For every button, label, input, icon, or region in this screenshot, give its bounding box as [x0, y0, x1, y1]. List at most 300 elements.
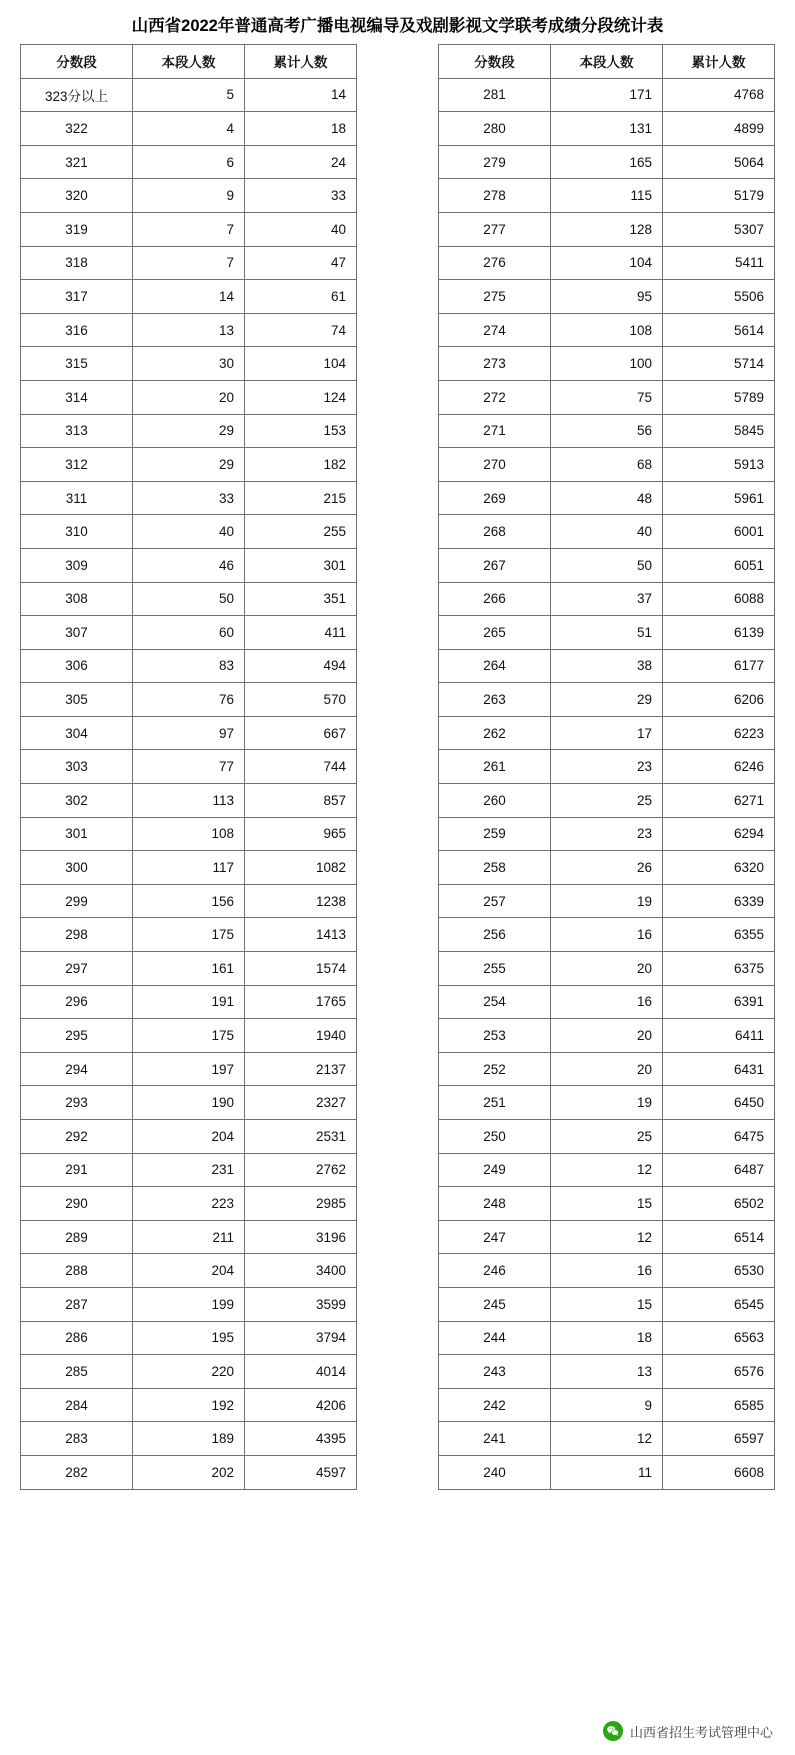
cell-cumulative-count: 6545: [663, 1287, 775, 1321]
cell-score-band: 323分以上: [21, 78, 133, 112]
cell-score-band: 288: [21, 1254, 133, 1288]
score-table-right: [438, 44, 775, 1490]
cell-score-band: 274: [439, 313, 551, 347]
cell-cumulative-count: 6585: [663, 1388, 775, 1422]
cell-segment-count: 128: [551, 212, 663, 246]
cell-score-band: 319: [21, 212, 133, 246]
table-row: [439, 246, 775, 280]
cell-cumulative-count: 5411: [663, 246, 775, 280]
table-row: [439, 1220, 775, 1254]
cell-cumulative-count: 1574: [245, 952, 357, 986]
cell-cumulative-count: 5913: [663, 448, 775, 482]
table-row: [439, 112, 775, 146]
cell-score-band: 261: [439, 750, 551, 784]
table-row: [439, 347, 775, 381]
cell-segment-count: 108: [551, 313, 663, 347]
cell-segment-count: 83: [133, 649, 245, 683]
cell-score-band: 250: [439, 1120, 551, 1154]
cell-segment-count: 204: [133, 1120, 245, 1154]
cell-cumulative-count: 411: [245, 616, 357, 650]
cell-segment-count: 37: [551, 582, 663, 616]
cell-score-band: 255: [439, 952, 551, 986]
table-row: [21, 112, 357, 146]
cell-cumulative-count: 18: [245, 112, 357, 146]
cell-cumulative-count: 351: [245, 582, 357, 616]
cell-segment-count: 131: [551, 112, 663, 146]
cell-segment-count: 189: [133, 1422, 245, 1456]
cell-score-band: 275: [439, 280, 551, 314]
cell-segment-count: 191: [133, 985, 245, 1019]
table-row: [21, 1355, 357, 1389]
cell-segment-count: 13: [133, 313, 245, 347]
table-row: [21, 1187, 357, 1221]
cell-cumulative-count: 6450: [663, 1086, 775, 1120]
table-row: [439, 548, 775, 582]
cell-score-band: 253: [439, 1019, 551, 1053]
table-row: [439, 179, 775, 213]
cell-score-band: 244: [439, 1321, 551, 1355]
cell-cumulative-count: 74: [245, 313, 357, 347]
cell-cumulative-count: 6001: [663, 515, 775, 549]
table-header-row: [21, 45, 357, 79]
cell-cumulative-count: 6355: [663, 918, 775, 952]
cell-score-band: 307: [21, 616, 133, 650]
table-row: [439, 1388, 775, 1422]
cell-score-band: 241: [439, 1422, 551, 1456]
cell-cumulative-count: 5614: [663, 313, 775, 347]
cell-segment-count: 77: [133, 750, 245, 784]
cell-score-band: 272: [439, 380, 551, 414]
cell-segment-count: 23: [551, 750, 663, 784]
table-row: [21, 1220, 357, 1254]
cell-cumulative-count: 667: [245, 716, 357, 750]
cell-score-band: 268: [439, 515, 551, 549]
table-row: [439, 280, 775, 314]
cell-cumulative-count: 4395: [245, 1422, 357, 1456]
cell-segment-count: 40: [133, 515, 245, 549]
cell-segment-count: 108: [133, 817, 245, 851]
table-row: [439, 78, 775, 112]
cell-cumulative-count: 5714: [663, 347, 775, 381]
table-row: [21, 1422, 357, 1456]
cell-segment-count: 46: [133, 548, 245, 582]
cell-score-band: 273: [439, 347, 551, 381]
cell-segment-count: 50: [551, 548, 663, 582]
cell-cumulative-count: 6608: [663, 1455, 775, 1489]
tables-container: [20, 44, 775, 1490]
table-row: [439, 616, 775, 650]
cell-segment-count: 211: [133, 1220, 245, 1254]
table-row: [439, 784, 775, 818]
table-row: [439, 1254, 775, 1288]
cell-score-band: 251: [439, 1086, 551, 1120]
cell-score-band: 315: [21, 347, 133, 381]
cell-score-band: 289: [21, 1220, 133, 1254]
cell-score-band: 263: [439, 683, 551, 717]
table-row: [439, 1355, 775, 1389]
cell-cumulative-count: 6597: [663, 1422, 775, 1456]
cell-score-band: 262: [439, 716, 551, 750]
cell-score-band: 282: [21, 1455, 133, 1489]
cell-segment-count: 19: [551, 1086, 663, 1120]
table-row: [439, 1187, 775, 1221]
table-row: [21, 1388, 357, 1422]
cell-cumulative-count: 4768: [663, 78, 775, 112]
cell-cumulative-count: 40: [245, 212, 357, 246]
cell-segment-count: 23: [551, 817, 663, 851]
table-row: [439, 212, 775, 246]
score-table-left: [20, 44, 357, 1490]
cell-cumulative-count: 6563: [663, 1321, 775, 1355]
cell-cumulative-count: 6320: [663, 851, 775, 885]
cell-score-band: 302: [21, 784, 133, 818]
cell-segment-count: 12: [551, 1422, 663, 1456]
cell-cumulative-count: 6271: [663, 784, 775, 818]
table-row: [439, 515, 775, 549]
cell-cumulative-count: 2137: [245, 1052, 357, 1086]
table-row: [439, 985, 775, 1019]
cell-cumulative-count: 6051: [663, 548, 775, 582]
table-row: [21, 1019, 357, 1053]
cell-score-band: 317: [21, 280, 133, 314]
cell-segment-count: 18: [551, 1321, 663, 1355]
cell-cumulative-count: 5179: [663, 179, 775, 213]
table-row: [21, 1120, 357, 1154]
cell-segment-count: 14: [133, 280, 245, 314]
cell-segment-count: 17: [551, 716, 663, 750]
cell-score-band: 281: [439, 78, 551, 112]
footer-source: [603, 1721, 773, 1741]
cell-segment-count: 115: [551, 179, 663, 213]
cell-cumulative-count: 3794: [245, 1321, 357, 1355]
table-row: [439, 817, 775, 851]
cell-score-band: 252: [439, 1052, 551, 1086]
cell-cumulative-count: 1082: [245, 851, 357, 885]
cell-score-band: 321: [21, 145, 133, 179]
cell-score-band: 296: [21, 985, 133, 1019]
table-row: [439, 1153, 775, 1187]
cell-score-band: 297: [21, 952, 133, 986]
cell-cumulative-count: 124: [245, 380, 357, 414]
cell-cumulative-count: 104: [245, 347, 357, 381]
cell-cumulative-count: 2531: [245, 1120, 357, 1154]
cell-segment-count: 197: [133, 1052, 245, 1086]
cell-score-band: 276: [439, 246, 551, 280]
table-row: [439, 918, 775, 952]
cell-score-band: 258: [439, 851, 551, 885]
cell-score-band: 249: [439, 1153, 551, 1187]
cell-segment-count: 4: [133, 112, 245, 146]
table-row: [21, 280, 357, 314]
cell-score-band: 266: [439, 582, 551, 616]
cell-segment-count: 12: [551, 1220, 663, 1254]
cell-score-band: 246: [439, 1254, 551, 1288]
cell-segment-count: 50: [133, 582, 245, 616]
cell-cumulative-count: 6502: [663, 1187, 775, 1221]
cell-segment-count: 12: [551, 1153, 663, 1187]
cell-segment-count: 156: [133, 884, 245, 918]
cell-segment-count: 56: [551, 414, 663, 448]
table-row: [439, 952, 775, 986]
cell-segment-count: 20: [551, 1019, 663, 1053]
table-row: [21, 78, 357, 112]
cell-cumulative-count: 494: [245, 649, 357, 683]
table-row: [21, 1086, 357, 1120]
cell-score-band: 283: [21, 1422, 133, 1456]
table-row: [439, 1287, 775, 1321]
cell-segment-count: 199: [133, 1287, 245, 1321]
table-row: [21, 347, 357, 381]
cell-score-band: 287: [21, 1287, 133, 1321]
cell-cumulative-count: 6431: [663, 1052, 775, 1086]
cell-segment-count: 51: [551, 616, 663, 650]
cell-score-band: 286: [21, 1321, 133, 1355]
cell-score-band: 280: [439, 112, 551, 146]
cell-segment-count: 29: [133, 414, 245, 448]
cell-score-band: 257: [439, 884, 551, 918]
table-row: [21, 212, 357, 246]
cell-segment-count: 9: [551, 1388, 663, 1422]
cell-score-band: 243: [439, 1355, 551, 1389]
cell-score-band: 291: [21, 1153, 133, 1187]
cell-segment-count: 204: [133, 1254, 245, 1288]
cell-segment-count: 20: [551, 952, 663, 986]
cell-cumulative-count: 5307: [663, 212, 775, 246]
cell-score-band: 298: [21, 918, 133, 952]
cell-cumulative-count: 6391: [663, 985, 775, 1019]
cell-score-band: 301: [21, 817, 133, 851]
cell-segment-count: 100: [551, 347, 663, 381]
cell-cumulative-count: 6294: [663, 817, 775, 851]
cell-cumulative-count: 61: [245, 280, 357, 314]
cell-score-band: 300: [21, 851, 133, 885]
cell-cumulative-count: 1238: [245, 884, 357, 918]
table-row: [439, 1321, 775, 1355]
cell-cumulative-count: 6475: [663, 1120, 775, 1154]
cell-score-band: 303: [21, 750, 133, 784]
table-row: [21, 1321, 357, 1355]
cell-score-band: 247: [439, 1220, 551, 1254]
table-body-right: [439, 78, 775, 1489]
cell-cumulative-count: 5789: [663, 380, 775, 414]
table-row: [21, 1052, 357, 1086]
cell-cumulative-count: 301: [245, 548, 357, 582]
table-row: [21, 683, 357, 717]
table-row: [21, 1455, 357, 1489]
cell-score-band: 270: [439, 448, 551, 482]
table-row: [439, 884, 775, 918]
header-segment-count: 本段人数: [133, 45, 245, 79]
cell-cumulative-count: 6206: [663, 683, 775, 717]
table-row: [21, 313, 357, 347]
footer-text: 山西省招生考试管理中心: [629, 1724, 773, 1740]
cell-cumulative-count: 6177: [663, 649, 775, 683]
cell-score-band: 314: [21, 380, 133, 414]
cell-cumulative-count: 6246: [663, 750, 775, 784]
cell-score-band: 293: [21, 1086, 133, 1120]
cell-score-band: 295: [21, 1019, 133, 1053]
cell-cumulative-count: 3196: [245, 1220, 357, 1254]
table-row: [21, 985, 357, 1019]
table-row: [439, 1019, 775, 1053]
cell-score-band: 267: [439, 548, 551, 582]
cell-score-band: 309: [21, 548, 133, 582]
table-row: [21, 952, 357, 986]
header-cumulative-count: 累计人数: [663, 45, 775, 79]
cell-segment-count: 76: [133, 683, 245, 717]
table-row: [21, 582, 357, 616]
page-title: 山西省2022年普通高考广播电视编导及戏剧影视文学联考成绩分段统计表: [131, 17, 664, 35]
cell-score-band: 284: [21, 1388, 133, 1422]
cell-segment-count: 117: [133, 851, 245, 885]
table-row: [439, 649, 775, 683]
cell-segment-count: 48: [551, 481, 663, 515]
cell-score-band: 312: [21, 448, 133, 482]
table-row: [439, 582, 775, 616]
cell-score-band: 310: [21, 515, 133, 549]
cell-segment-count: 192: [133, 1388, 245, 1422]
cell-segment-count: 30: [133, 347, 245, 381]
cell-segment-count: 15: [551, 1187, 663, 1221]
table-row: [21, 548, 357, 582]
cell-segment-count: 68: [551, 448, 663, 482]
cell-cumulative-count: 1765: [245, 985, 357, 1019]
cell-score-band: 271: [439, 414, 551, 448]
cell-cumulative-count: 4899: [663, 112, 775, 146]
table-row: [439, 1422, 775, 1456]
cell-cumulative-count: 3400: [245, 1254, 357, 1288]
cell-cumulative-count: 4014: [245, 1355, 357, 1389]
cell-segment-count: 97: [133, 716, 245, 750]
table-row: [439, 1455, 775, 1489]
table-row: [439, 448, 775, 482]
table-row: [439, 1052, 775, 1086]
cell-segment-count: 6: [133, 145, 245, 179]
cell-score-band: 306: [21, 649, 133, 683]
cell-score-band: 320: [21, 179, 133, 213]
table-row: [21, 1287, 357, 1321]
cell-cumulative-count: 6375: [663, 952, 775, 986]
cell-score-band: 269: [439, 481, 551, 515]
cell-segment-count: 16: [551, 1254, 663, 1288]
cell-cumulative-count: 2985: [245, 1187, 357, 1221]
cell-score-band: 318: [21, 246, 133, 280]
cell-cumulative-count: 5506: [663, 280, 775, 314]
cell-segment-count: 175: [133, 918, 245, 952]
cell-score-band: 316: [21, 313, 133, 347]
cell-segment-count: 175: [133, 1019, 245, 1053]
cell-segment-count: 171: [551, 78, 663, 112]
cell-segment-count: 7: [133, 246, 245, 280]
table-row: [21, 145, 357, 179]
cell-segment-count: 40: [551, 515, 663, 549]
cell-segment-count: 220: [133, 1355, 245, 1389]
table-row: [21, 750, 357, 784]
cell-cumulative-count: 4206: [245, 1388, 357, 1422]
table-row: [21, 851, 357, 885]
header-score-band: 分数段: [439, 45, 551, 79]
cell-segment-count: 95: [551, 280, 663, 314]
cell-segment-count: 33: [133, 481, 245, 515]
table-header-row: [439, 45, 775, 79]
table-row: [439, 414, 775, 448]
cell-cumulative-count: 6514: [663, 1220, 775, 1254]
table-row: [21, 481, 357, 515]
cell-cumulative-count: 33: [245, 179, 357, 213]
cell-cumulative-count: 153: [245, 414, 357, 448]
cell-score-band: 278: [439, 179, 551, 213]
cell-segment-count: 15: [551, 1287, 663, 1321]
table-row: [21, 380, 357, 414]
table-row: [439, 683, 775, 717]
table-body-left: [21, 78, 357, 1489]
cell-segment-count: 26: [551, 851, 663, 885]
header-segment-count: 本段人数: [551, 45, 663, 79]
cell-cumulative-count: 1940: [245, 1019, 357, 1053]
cell-cumulative-count: 24: [245, 145, 357, 179]
cell-score-band: 248: [439, 1187, 551, 1221]
table-row: [21, 1254, 357, 1288]
cell-score-band: 277: [439, 212, 551, 246]
cell-segment-count: 195: [133, 1321, 245, 1355]
cell-segment-count: 60: [133, 616, 245, 650]
table-row: [439, 145, 775, 179]
header-score-band: 分数段: [21, 45, 133, 79]
cell-score-band: 299: [21, 884, 133, 918]
cell-cumulative-count: 6411: [663, 1019, 775, 1053]
cell-cumulative-count: 182: [245, 448, 357, 482]
cell-cumulative-count: 6088: [663, 582, 775, 616]
cell-score-band: 285: [21, 1355, 133, 1389]
table-row: [439, 313, 775, 347]
cell-cumulative-count: 14: [245, 78, 357, 112]
cell-cumulative-count: 2327: [245, 1086, 357, 1120]
cell-cumulative-count: 6139: [663, 616, 775, 650]
cell-cumulative-count: 1413: [245, 918, 357, 952]
cell-segment-count: 25: [551, 784, 663, 818]
table-row: [21, 884, 357, 918]
cell-score-band: 254: [439, 985, 551, 1019]
table-row: [21, 246, 357, 280]
cell-score-band: 256: [439, 918, 551, 952]
cell-score-band: 260: [439, 784, 551, 818]
cell-cumulative-count: 965: [245, 817, 357, 851]
table-row: [21, 918, 357, 952]
table-row: [439, 1120, 775, 1154]
cell-score-band: 322: [21, 112, 133, 146]
cell-score-band: 308: [21, 582, 133, 616]
cell-score-band: 240: [439, 1455, 551, 1489]
table-row: [21, 515, 357, 549]
cell-segment-count: 29: [133, 448, 245, 482]
cell-score-band: 294: [21, 1052, 133, 1086]
cell-segment-count: 29: [551, 683, 663, 717]
cell-score-band: 292: [21, 1120, 133, 1154]
cell-cumulative-count: 2762: [245, 1153, 357, 1187]
cell-segment-count: 202: [133, 1455, 245, 1489]
cell-score-band: 259: [439, 817, 551, 851]
cell-score-band: 264: [439, 649, 551, 683]
cell-score-band: 265: [439, 616, 551, 650]
cell-cumulative-count: 6487: [663, 1153, 775, 1187]
table-row: [21, 784, 357, 818]
cell-score-band: 311: [21, 481, 133, 515]
cell-cumulative-count: 6576: [663, 1355, 775, 1389]
cell-cumulative-count: 4597: [245, 1455, 357, 1489]
wechat-icon: [603, 1721, 623, 1741]
cell-score-band: 290: [21, 1187, 133, 1221]
cell-segment-count: 13: [551, 1355, 663, 1389]
